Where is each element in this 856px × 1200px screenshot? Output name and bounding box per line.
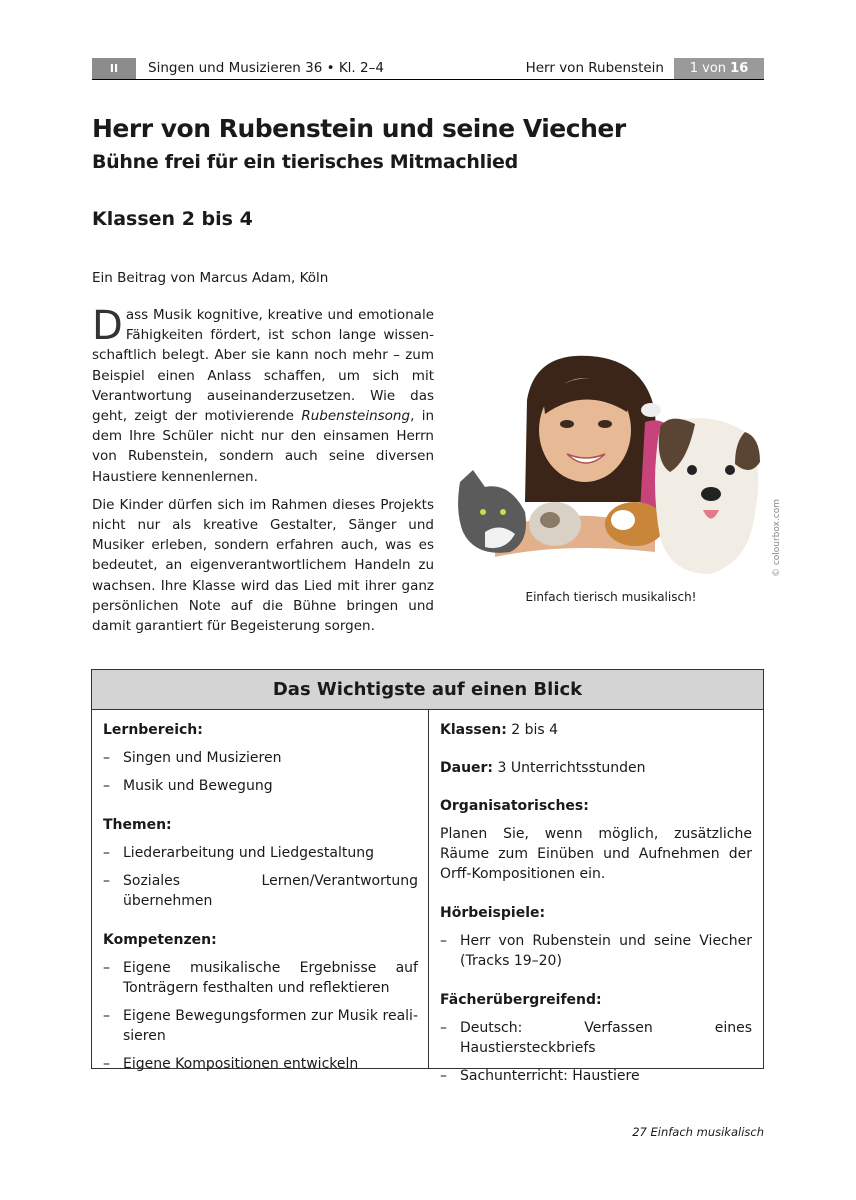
dash: – [440, 933, 447, 949]
series-label: Singen und Musizieren 36 • Kl. 2–4 [148, 60, 384, 76]
girl-with-pets-photo [455, 352, 767, 584]
photo-copyright [770, 500, 784, 580]
dash: – [440, 1068, 447, 1084]
page-header [92, 58, 764, 80]
dauer-value: 3 Unterrichtsstunden [497, 760, 646, 776]
photo-caption: Einfach tierisch musikalisch! [525, 590, 697, 604]
intro-text [92, 305, 434, 644]
list-item: – Singen und Musizieren [103, 750, 282, 766]
klassen-label: Klassen: [440, 722, 507, 738]
list-item: – Eigene Kompositionen entwickeln [103, 1056, 359, 1072]
intro-p1-start: ass Musik kognitive, kreative und emotionale Fähigkeiten fördert, ist schon lange wissenschaftlich belegt. Aber sie kann noch mehr – zum Beispiel einen Anlass schaffen, um sich mit Verantwortung auseinanderzusetzen. Wie das geht, zeigt der motivierende [92, 307, 434, 425]
faecheruebergreifend-label: Fächerübergreifend: [440, 992, 602, 1008]
grade-heading: Klassen 2 bis 4 [92, 208, 253, 230]
dauer-row [440, 758, 752, 778]
dash: – [103, 845, 110, 861]
page-footer: 27 Einfach musikalisch [632, 1125, 764, 1139]
dash: – [103, 1056, 110, 1072]
copyright-text: © colourbox.com [772, 498, 782, 578]
page-title: Herr von Rubenstein und seine Viecher [92, 114, 626, 143]
intro-paragraph-2: Die Kinder dürfen sich im Rahmen dieses Projekts nicht nur als kreative Gestalter, Sänger und Musiker erleben, sondern erfahren auch, was es bedeutet, an eigenverantwortlichem Handeln zu wachsen. Ihre Klasse wird das Lied mit ihrer ganz persönlichen Note auf die Bühne bringen und damit garantiert für Begeisterung sorgen. [92, 496, 434, 635]
dash: – [103, 1008, 110, 1024]
list-item: – Eigene Bewegungsformen zur Musik realisieren [103, 1008, 418, 1044]
dauer-label: Dauer: [440, 760, 494, 776]
list-item: – Soziales Lernen/Verantwortung übernehmen [103, 873, 418, 909]
klassen-row [440, 720, 752, 740]
dash: – [103, 750, 110, 766]
dash: – [440, 1020, 447, 1036]
intro-p1-end: , in dem Ihre Schüler nicht nur den einsamen Herrn von Rubenstein, sondern auch seine diversen Haustiere kennenlernen. [92, 408, 435, 485]
list-item: – Deutsch: Verfassen eines Haustiersteckbriefs [440, 1020, 752, 1056]
page-indicator [674, 58, 764, 79]
page-subtitle: Bühne frei für ein tierisches Mitmachlied [92, 151, 518, 173]
column-divider [428, 710, 429, 1068]
dash: – [103, 960, 110, 976]
song-title: Rubensteinsong [301, 408, 411, 425]
kompetenzen-label: Kompetenzen: [103, 932, 217, 948]
dash: – [103, 778, 110, 794]
list-item: – Liederarbeitung und Liedgestaltung [103, 845, 375, 861]
page-total: 16 [730, 61, 749, 76]
overview-right-column [440, 720, 752, 1094]
organisatorisches-label: Organisatorisches: [440, 798, 589, 814]
list-item: – Eigene musikalische Ergebnisse auf Tonträgern festhalten und reflektieren [103, 960, 418, 996]
hoerbeispiele-label: Hörbeispiele: [440, 905, 546, 921]
list-item: – Herr von Rubenstein und seine Viecher (Tracks 19–20) [440, 933, 752, 969]
overview-box [91, 669, 764, 1084]
page-prefix: 1 von [689, 61, 727, 76]
author-line: Ein Beitrag von Marcus Adam, Köln [92, 270, 329, 286]
overview-heading: Das Wichtigste auf einen Blick [92, 670, 763, 710]
overview-left-column [103, 720, 418, 1082]
list-item: – Sachunterricht: Haustiere [440, 1068, 640, 1084]
klassen-value: 2 bis 4 [511, 722, 559, 738]
section-marker: II [92, 58, 136, 79]
header-topic: Herr von Rubenstein [525, 60, 664, 76]
organisatorisches-text: Planen Sie, wenn möglich, zusätzliche Räume zum Einüben und Aufnehmen der Orff-Kompositionen ein. [440, 826, 752, 882]
themen-label: Themen: [103, 817, 172, 833]
dash: – [103, 873, 110, 889]
intro-paragraph-1 [92, 305, 434, 487]
drop-cap: D [92, 303, 123, 349]
list-item: – Musik und Bewegung [103, 778, 273, 794]
lernbereich-label: Lernbereich: [103, 722, 203, 738]
